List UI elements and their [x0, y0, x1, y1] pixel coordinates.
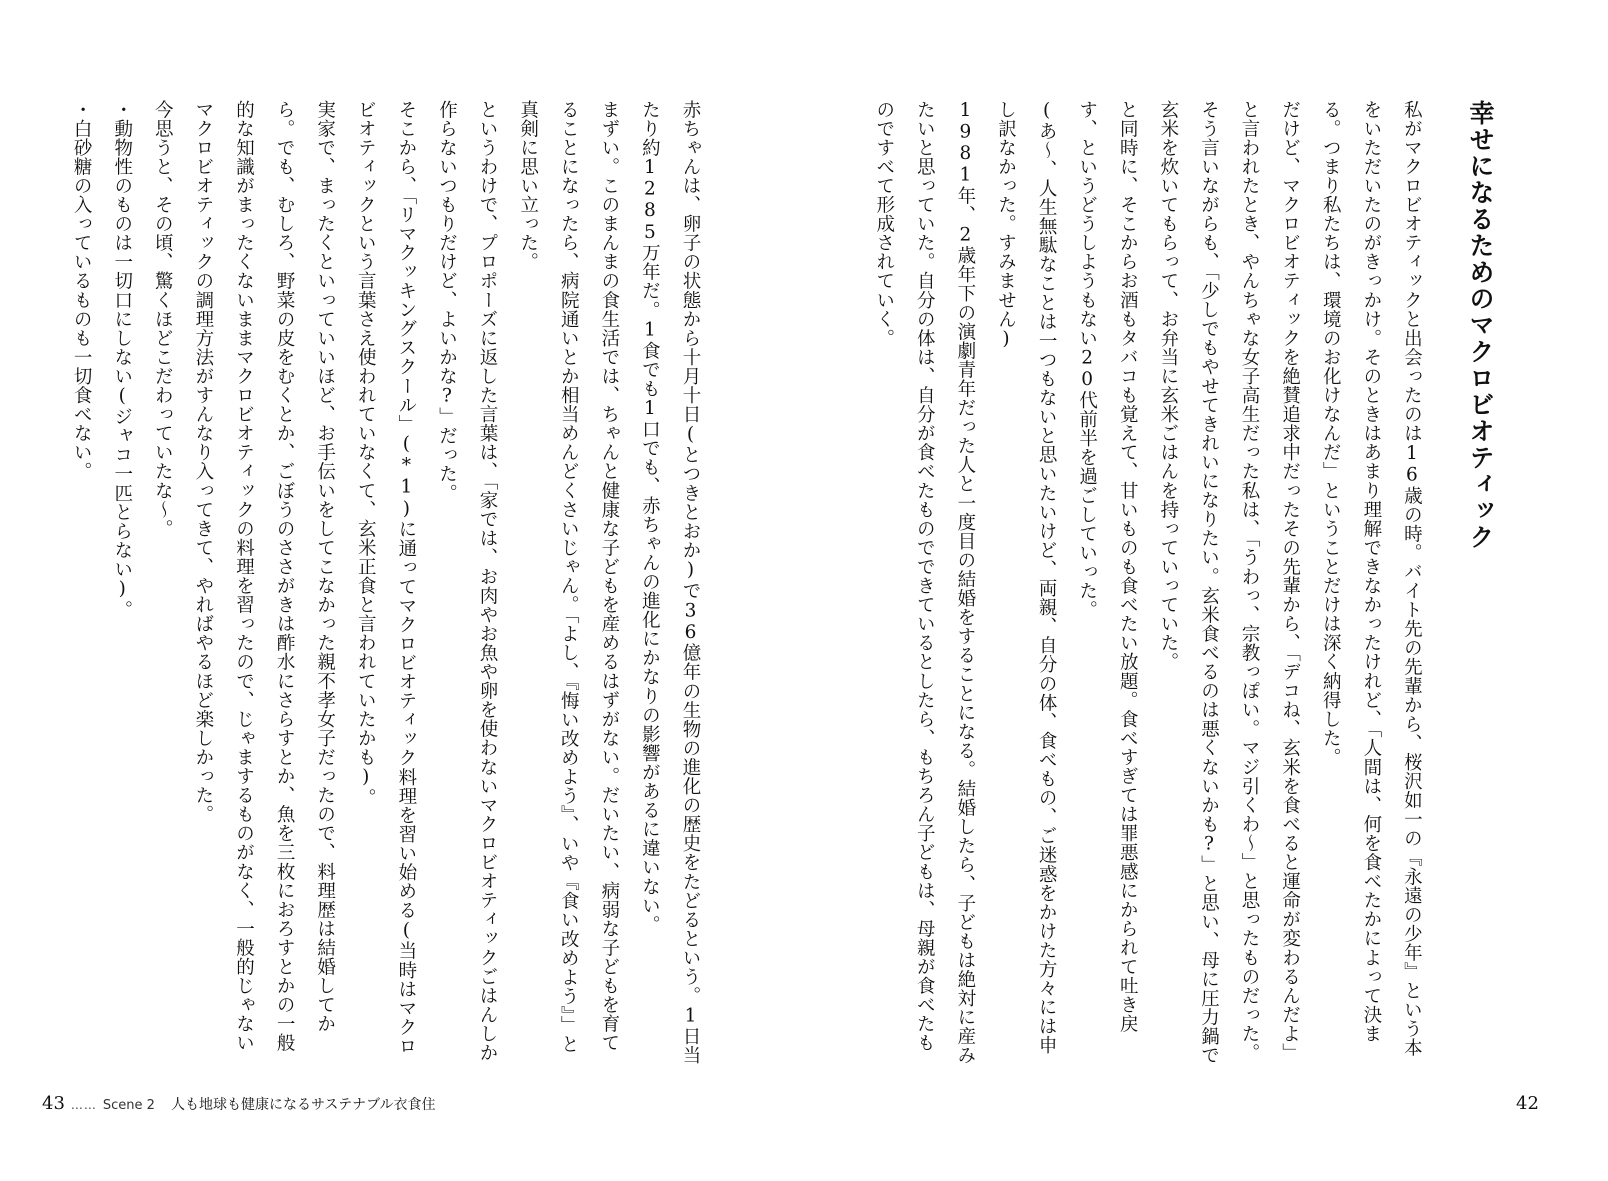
section-heading: 幸せになるためのマクロビオティック: [1466, 100, 1495, 551]
folio-leader: ……: [70, 1098, 97, 1112]
paragraph: 私がマクロビオティックと出会ったのは16歳の時。バイト先の先輩から、桜沢如一の『永遠の少年』という本をいただいたのがきっかけ。そのときはあまり理解できなかったけれど、「人間は、何を食べたかによって決まる。つまり私たちは、環境のお化けなんだ」ということだけは深く納得した。: [1320, 100, 1423, 1058]
page-number: 42: [1516, 1093, 1539, 1114]
running-title: 人も地球も健康になるサステナブル衣食住: [170, 1097, 436, 1113]
paragraph: そう言いながらも、「少しでもやせてきれいになりたい。玄米食べるのは悪くないかも?」と思い、母に圧力鍋で玄米を炊いてもらって、お弁当に玄米ごはんを持っていっていた。: [1157, 100, 1220, 1065]
right-page: [804, 0, 1608, 1181]
paragraph: 今思うと、その頃、驚くほどこだわっていたな〜。: [152, 100, 174, 539]
left-page-text: [70, 100, 710, 1070]
paragraph: そこから、「リマクッキングスクール」(*1)に通ってマクロビオティック料理を習い始める(当時はマクロビオティックという言葉さえ使われていなくて、玄米正食と言われていたかも)。: [355, 100, 417, 1056]
left-page-body: [61, 100, 711, 1070]
paragraph: だけど、マクロビオティックを絶賛追求中だったその先輩から、「デコね、玄米を食べると運命が変わるんだよ」と言われたとき、やんちゃな女子高生だった私は、「うわっ、宗教っぽい。マジ引くわ〜」と思ったものだった。: [1239, 100, 1301, 1063]
right-folio: [1516, 1093, 1539, 1114]
scene-label: Scene 2: [102, 1098, 155, 1113]
paragraph: と同時に、そこからお酒もタバコも覚えて、甘いものも食べたい放題。食べすぎては罪悪感にかられて吐き戻す、というどうしようもない20代前半を過ごしていった。: [1076, 100, 1139, 1034]
list-item: ・動物性のものは一切口にしない(ジャコ一匹とらない)。: [111, 100, 133, 620]
right-page-body: [863, 100, 1431, 1070]
paragraph: 実家で、まったくといっていいほど、お手伝いをしてこなかった親不孝女子だったので、料理歴は結婚してから。でも、むしろ、野菜の皮をむくとか、ごぼうのささがきは酢水にさらすとか、魚を三枚におろすとかの一般的な知識がまったくないままマクロビオティックの料理を習ったので、じゃまするものがなく、一般的じゃないマクロビオティックの調理方法がすんなり入ってきて、やればやるほど楽しかった。: [192, 100, 336, 1053]
paragraph: 赤ちゃんは、卵子の状態から十月十日(とつきとおか)で36億年の生物の進化の歴史をたどるという。1日当たり約1285万年だ。1食でも1口でも、赤ちゃんの進化にかなりの影響があるに違いない。: [639, 100, 701, 1065]
page-number: 43: [42, 1093, 65, 1114]
paragraph: というわけで、プロポーズに返した言葉は、「家では、お肉やお魚や卵を使わないマクロビオティックごはんしか作らないつもりだけど、よいかな?」だった。: [436, 100, 499, 1063]
list-item: ・白砂糖の入っているものも一切食べない。: [71, 100, 93, 481]
paragraph: まずい。このまんまの食生活では、ちゃんと健康な子どもを産めるはずがない。だいたい、病弱な子どもを育てることになったら、病院通いとか相当めんどくさいじゃん。「よし、『悔い改めよう』、いや『食い改めよう』」と真剣に思い立った。: [517, 100, 620, 1054]
paragraph: (あ〜、人生無駄なことは一つもないと思いたいけど、両親、自分の体、食べもの、ご迷惑をかけた方々には申し訳なかった。すみません): [995, 100, 1058, 1055]
left-folio: [42, 1093, 436, 1114]
paragraph: 1981年、2歳年下の演劇青年だった人と一度目の結婚をすることになる。結婚したら、子どもは絶対に産みたいと思っていた。自分の体は、自分が食べたものでできているとしたら、もちろん子どもは、母親が食べたものですべて形成されていく。: [873, 100, 976, 1065]
right-page-text: [873, 100, 1514, 1070]
